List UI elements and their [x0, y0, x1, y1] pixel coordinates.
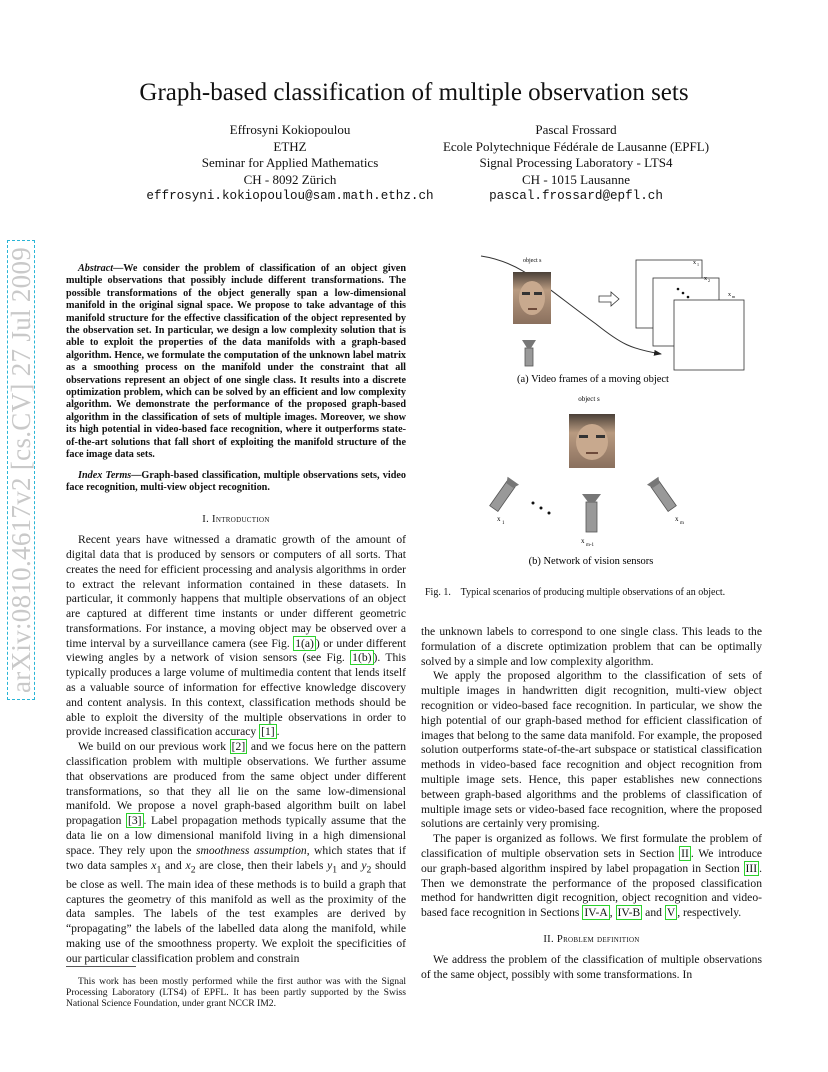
camera-icon: [522, 340, 536, 366]
abstract-text: —We consider the problem of classification of an object given multiple observations that possibly include different transformations. The possible transformations of the object generally span a low-dimensional manifold in the original signal space. We propose to take advantage of this manifold structure for the effective classification of the object represented by the observation set. In particular, we design a low complexity solution that is able to exploit the properties of the data manifolds with a graph-based algorithm. Hence, we formulate the computation of the unknown label matrix as a smoothing process on the manifold under the constraint that all observations represent an object of one single class. It results into a discrete optimization problem, which can be solved by an efficient and low complexity algorithm. We demonstrate the performance of the proposed graph-based algorithm in the classification of sets of multiple images. Moreover, we show its high potential in video-based face recognition, where it outperforms state-of-the-art solutions that fall short of exploiting the manifold structure of the face image data sets.: [66, 263, 406, 461]
abstract-label: Abstract: [78, 263, 114, 274]
cite-ref-1[interactable]: [1]: [261, 725, 275, 739]
author-affiliation: Signal Processing Laboratory - LTS4: [479, 155, 673, 170]
index-terms: [66, 470, 406, 495]
svg-text:m: m: [732, 294, 736, 299]
svg-text:m: m: [680, 521, 684, 526]
right-paragraph-1: the unknown labels to correspond to one single class. This leads to the formulation of a discrete optimization problem that can be optimally solved by a simple and low complexity algorithm.: [421, 625, 762, 668]
author-address: CH - 1015 Lausanne: [522, 171, 630, 187]
svg-text:m-1: m-1: [586, 543, 595, 548]
svg-text:2: 2: [708, 278, 710, 283]
intro-paragraph-2: [66, 740, 406, 966]
right-column: [421, 625, 762, 982]
figure-caption: Fig. 1. Typical scenarios of producing multiple observations of an object.: [425, 587, 726, 598]
author-block-2: [386, 122, 766, 205]
section-heading-problem: [421, 933, 762, 948]
author-email: pascal.frossard@epfl.ch: [489, 189, 663, 203]
fig-b-object-label: object s: [578, 395, 600, 403]
sec-ref-V[interactable]: V: [666, 906, 676, 920]
author-affiliation: ETHZ: [273, 138, 307, 154]
text: should be close as well. The main idea of these methods is to build a graph that captures the geometry of this manifold as well as the proximity of the data samples. The labels of the test examples are derived by “propagating” the labels of the labelled data along the manifold, while making use of the smoothness property. We exploit the specificities of our particular classification problem and constrain: [66, 858, 406, 965]
fig-ref-1b[interactable]: 1(b): [352, 651, 372, 665]
math-sub: 2: [366, 863, 372, 875]
sec-ref-IVB[interactable]: IV-B: [617, 906, 641, 920]
sec-ref-II[interactable]: II: [681, 846, 689, 860]
fig-a-caption: (a) Video frames of a moving object: [517, 374, 669, 385]
author-affiliation: Ecole Polytechnique Fédérale de Lausanne (EPFL): [442, 138, 710, 154]
math-var: y: [327, 858, 333, 872]
author-name: Effrosyni Kokiopoulou: [229, 122, 351, 137]
fig-a-object-label: object s: [523, 258, 542, 264]
author-address: CH - 8092 Zürich: [243, 171, 337, 187]
text: . Then we demonstrate the performance of the proposed classification method for handwritten digit recognition, object recognition and video-based face recognition in Sections: [421, 861, 762, 920]
arxiv-stamp-text[interactable]: arXiv:0810.4617v2 [cs.CV] 27 Jul 2009: [7, 240, 35, 700]
footnote-rule: [66, 966, 136, 967]
fig-b-xm1: x: [581, 537, 585, 545]
fig-ref-1a[interactable]: 1(a): [295, 636, 314, 650]
problem-paragraph-1: We address the problem of the classification of multiple observations of the same object, possibly with some transformations. In: [421, 952, 762, 981]
math-sub: 1: [156, 863, 162, 875]
face-image-b: [569, 414, 615, 468]
camera-icon: [488, 477, 519, 513]
footnote: This work has been mostly performed while the first author was with the Signal Processing Laboratory (LTS4) of EPFL. It has been partly supported by the Swiss National Science Foundation, under grant NCCR IM2.: [66, 976, 406, 1010]
math-var: x: [151, 858, 157, 872]
text: Recent years have witnessed a dramatic growth of the amount of digital data that is produced by sensors or computers of all sorts. That creates the need for efficient processing and analysis algorithms in order to extract the relevant information contained in these datasets. In particular, it commonly happens that multiple observations of an object are captured at different time instants or under different geometric transformations. For instance, a moving object may be observed over a time interval by a surveillance camera (see Fig.: [66, 533, 406, 650]
intro-paragraph-1: Recent years have witnessed a dramatic growth of the amount of digital data that is produced by sensors or computers of all sorts. That creates the need for efficient processing and analysis algorithms in order to extract the relevant information contained in these datasets. In particular, it commonly happens that multiple observations of an object are captured at different time instants or under different geometric transformations. For instance, a moving object may be observed over a time interval by a surveillance camera (see Fig. 1(a) ) or under different viewing angles by a network of vision sensors (see Fig. 1(b) ). This typically produces a large volume of multimedia content that lends itself as a valuable source of information for effective knowledge discovery and content analysis. In this context, classification methods should be able to exploit the diversity of the multiple observations in order to provide increased classification accuracy [1] .: [66, 533, 407, 739]
svg-text:1: 1: [502, 521, 505, 526]
index-terms-label: Index Terms: [78, 469, 132, 481]
fig-b-xm: x: [675, 515, 679, 523]
section-number: I.: [202, 514, 210, 526]
fig-b-x1: x: [497, 515, 501, 523]
text: ). This typically produces a large volume of multimedia content that lends itself as a valuable source of information for effective knowledge discovery and content analysis. In this context, classification methods should be able to exploit the diversity of the multiple observations in order to provide increased classification accuracy: [66, 651, 406, 739]
index-terms-text: —Graph-based classification, multiple observations sets, video face recognition, multi-view object recognition.: [66, 469, 406, 493]
fig-b-caption: (b) Network of vision sensors: [528, 556, 654, 567]
math-var: x: [185, 858, 191, 872]
author-email: effrosyni.kokiopoulou@sam.math.ethz.ch: [146, 189, 434, 203]
math-sub: 1: [332, 863, 338, 875]
left-column: [66, 263, 406, 967]
text: . We introduce our graph-based algorithm inspired by label propagation in Section: [421, 846, 762, 875]
paper-title: Graph-based classification of multiple observation sets: [139, 79, 689, 106]
face-image-a: [513, 272, 551, 324]
text: , which states that if two data samples: [66, 843, 406, 872]
fig-a-x2: x: [704, 276, 707, 282]
section-number: II.: [543, 933, 554, 945]
text: ) or under different viewing angles by a network of vision sensors (see Fig.: [66, 636, 407, 665]
math-sub: 2: [190, 863, 196, 875]
right-paragraph-3: The paper is organized as follows. We first formulate the problem of classification of multiple observation sets in Section II . We introduce our graph-based algorithm inspired by label propagation in Section III . Then we demonstrate the performance of the proposed classification method for handwritten digit recognition, object recognition and video-based face recognition in Sections IV-A , IV-B and V , respectively.: [421, 832, 762, 920]
math-var: y: [361, 858, 367, 872]
sec-ref-III[interactable]: III: [745, 861, 758, 875]
section-title: Introduction: [212, 514, 270, 526]
text: and we focus here on the pattern classification problem with multiple observations. We further assume that observations are produced from the same object under different transformations, so that they all lie on the same low-dimensional manifold. We propose a novel graph-based algorithm built on label propagation: [66, 740, 406, 828]
fig-a-x1: x: [693, 260, 696, 266]
text: The paper is organized as follows. We first formulate the problem of classification of multiple observation sets in Section: [421, 832, 762, 860]
abstract: [66, 263, 406, 462]
text: are close, then their labels: [199, 858, 324, 872]
emphasis: smoothness assumption: [195, 843, 307, 857]
right-paragraph-2: We apply the proposed algorithm to the classification of sets of multiple images in handwritten digit recognition, multi-view object recognition or video-based face recognition. In particular, we show the high potential of our graph-based method for efficient classification of images that belong to the same data manifold. For example, the proposed solution outperforms state-of-the-art subspace or statistical classification methods in video-based face recognition and object recognition from multiple image sets. Hence, this paper establishes new connections between graph-based algorithms and the problems of classification of multiple image sets or video-based face recognition, where the proposed solutions are certainly very promising.: [421, 669, 762, 831]
cite-ref-3[interactable]: [3]: [128, 814, 142, 828]
camera-icon: [582, 494, 601, 532]
arrow-right-icon: [599, 292, 619, 306]
fig-a-xm: x: [728, 292, 731, 298]
text: We build on our previous work: [78, 740, 227, 754]
author-name: Pascal Frossard: [535, 122, 617, 137]
arxiv-stamp[interactable]: [6, 240, 37, 700]
sec-ref-IVA[interactable]: IV-A: [584, 906, 608, 920]
author-affiliation: Seminar for Applied Mathematics: [201, 155, 379, 170]
text: and: [165, 858, 182, 872]
svg-text:1: 1: [697, 262, 699, 267]
text: and: [340, 858, 358, 872]
video-frame: [674, 300, 744, 370]
text: . Label propagation methods typically assume that the data lie on a low dimensional manifold living in a high dimensional space. They rely upon the: [66, 814, 406, 857]
section-title: Problem definition: [556, 933, 640, 945]
section-heading-intro: [66, 513, 406, 528]
trajectory-arrow: [481, 256, 661, 354]
cite-ref-2[interactable]: [2]: [231, 740, 246, 754]
figure-1: [421, 244, 766, 594]
camera-icon: [647, 477, 678, 513]
text: , respectively.: [677, 906, 742, 920]
